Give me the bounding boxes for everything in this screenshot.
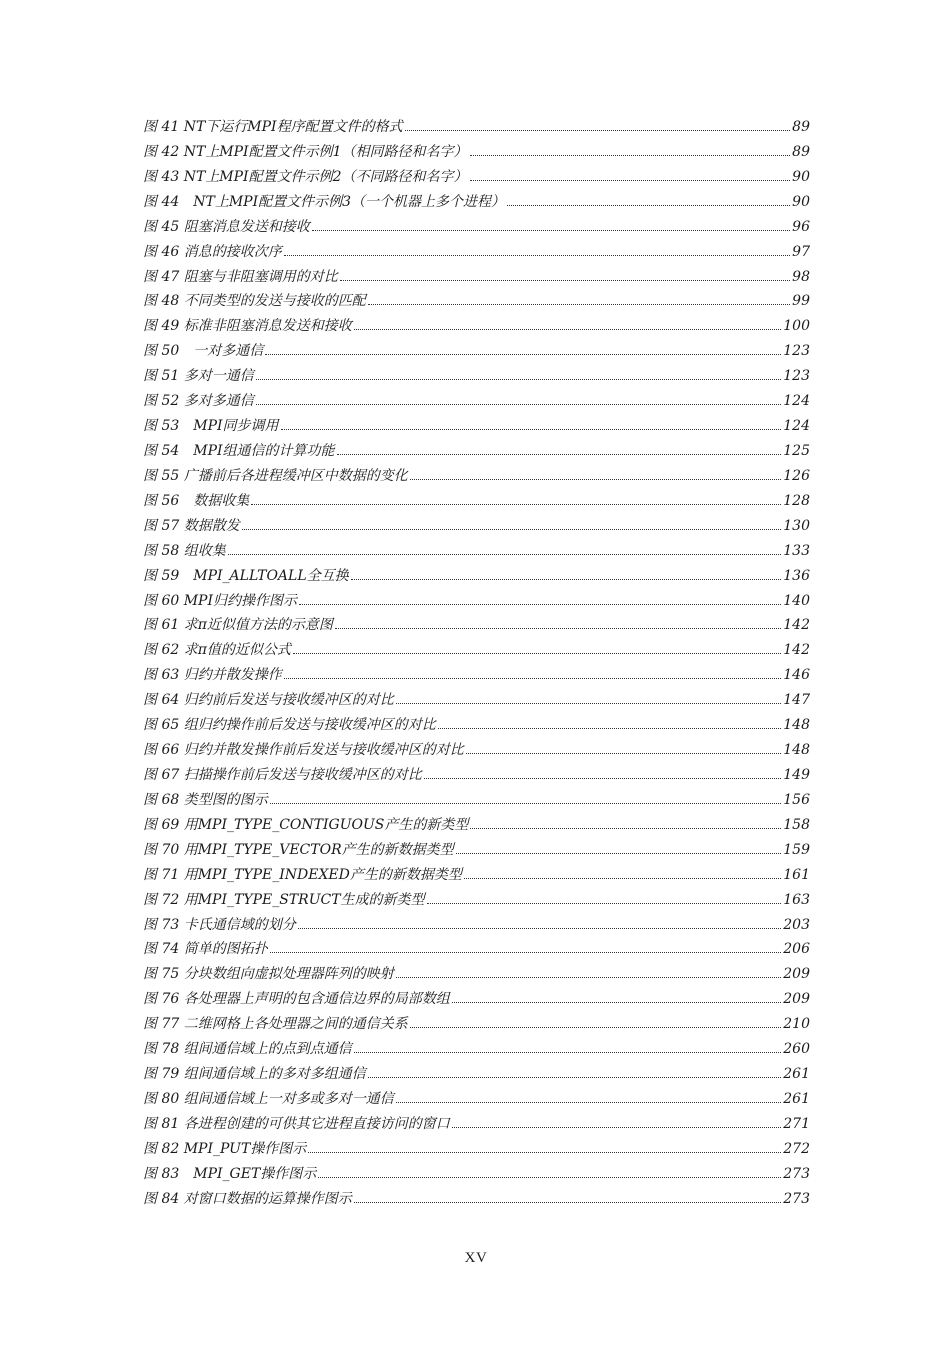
toc-entry-title: 图 76 各处理器上声明的包含通信边界的局部数组 [143, 991, 450, 1008]
toc-dot-leader [256, 404, 782, 405]
toc-dot-leader [284, 678, 782, 679]
toc-entry[interactable] [143, 988, 810, 1013]
toc-entry[interactable] [143, 241, 810, 266]
toc-entry-page: 90 [792, 193, 810, 210]
toc-entry[interactable] [143, 565, 810, 590]
toc-entry-title: 图 78 组间通信域上的点到点通信 [143, 1041, 352, 1058]
toc-dot-leader [228, 554, 782, 555]
toc-entry[interactable] [143, 689, 810, 714]
toc-dot-leader [368, 304, 790, 305]
toc-entry-page: 136 [783, 567, 810, 584]
toc-dot-leader [396, 977, 782, 978]
toc-entry-title: 图 58 组收集 [143, 542, 226, 559]
toc-entry[interactable] [143, 290, 810, 315]
toc-entry[interactable] [143, 739, 810, 764]
toc-dot-leader [270, 803, 782, 804]
toc-dot-leader [470, 155, 791, 156]
toc-entry-page: 124 [783, 393, 810, 410]
toc-entry-title: 图 47 阻塞与非阻塞调用的对比 [143, 268, 338, 285]
toc-entry-title: 图 79 组间通信域上的多对多组通信 [143, 1066, 366, 1083]
toc-dot-leader [410, 1027, 782, 1028]
toc-entry[interactable] [143, 1138, 810, 1163]
toc-entry[interactable] [143, 1088, 810, 1113]
toc-dot-leader [265, 354, 781, 355]
toc-entry-title: 图 48 不同类型的发送与接收的匹配 [143, 293, 366, 310]
toc-entry[interactable] [143, 914, 810, 939]
toc-entry-title: 图 61 求π近似值方法的示意图 [143, 617, 333, 634]
toc-entry-page: 126 [783, 467, 810, 484]
toc-entry-page: 124 [783, 418, 810, 435]
toc-dot-leader [354, 329, 782, 330]
toc-entry[interactable] [143, 1113, 810, 1138]
toc-dot-leader [405, 130, 791, 131]
toc-entry-page: 158 [783, 816, 810, 833]
toc-dot-leader [337, 454, 782, 455]
toc-entry-page: 146 [783, 667, 810, 684]
toc-entry-page: 271 [783, 1115, 810, 1132]
toc-entry-page: 206 [783, 941, 810, 958]
toc-dot-leader [464, 878, 781, 879]
toc-dot-leader [410, 479, 782, 480]
toc-entry-title: 图 62 求π值的近似公式 [143, 642, 291, 659]
toc-entry-page: 98 [792, 268, 810, 285]
toc-entry[interactable] [143, 266, 810, 291]
toc-entry-title: 图 54 MPI组通信的计算功能 [143, 442, 335, 459]
toc-entry[interactable] [143, 540, 810, 565]
toc-entry[interactable] [143, 864, 810, 889]
figure-list [143, 116, 810, 1213]
toc-entry-page: 140 [783, 592, 810, 609]
toc-entry-page: 161 [783, 866, 810, 883]
toc-entry[interactable] [143, 390, 810, 415]
toc-entry-title: 图 42 NT上MPI配置文件示例1（相同路径和名字） [143, 143, 468, 160]
toc-entry-title: 图 68 类型图的图示 [143, 791, 268, 808]
toc-entry-page: 148 [783, 717, 810, 734]
toc-dot-leader [308, 1152, 781, 1153]
toc-entry-page: 133 [783, 542, 810, 559]
toc-entry-page: 100 [783, 318, 810, 335]
toc-entry-page: 163 [783, 891, 810, 908]
toc-entry-page: 123 [783, 368, 810, 385]
toc-entry-title: 图 64 归约前后发送与接收缓冲区的对比 [143, 692, 394, 709]
toc-entry-title: 图 84 对窗口数据的运算操作图示 [143, 1190, 352, 1207]
toc-dot-leader [299, 604, 781, 605]
toc-entry-title: 图 44 NT上MPI配置文件示例3（一个机器上多个进程） [143, 193, 506, 210]
toc-entry-title: 图 71 用MPI_TYPE_INDEXED产生的新数据类型 [143, 866, 462, 883]
toc-entry[interactable] [143, 141, 810, 166]
toc-entry-title: 图 77 二维网格上各处理器之间的通信关系 [143, 1016, 408, 1033]
toc-entry-title: 图 49 标准非阻塞消息发送和接收 [143, 318, 352, 335]
toc-dot-leader [396, 703, 782, 704]
toc-entry[interactable] [143, 490, 810, 515]
toc-dot-leader [281, 429, 782, 430]
toc-entry[interactable] [143, 614, 810, 639]
toc-dot-leader [354, 1202, 782, 1203]
toc-entry[interactable] [143, 938, 810, 963]
toc-dot-leader [340, 280, 790, 281]
toc-entry-page: 261 [783, 1090, 810, 1107]
toc-dot-leader [284, 255, 790, 256]
toc-entry[interactable] [143, 1063, 810, 1088]
toc-entry[interactable] [143, 963, 810, 988]
toc-entry-title: 图 41 NT下运行MPI程序配置文件的格式 [143, 119, 403, 135]
toc-entry-title: 图 56 数据收集 [143, 492, 250, 509]
toc-entry-page: 209 [783, 966, 810, 983]
toc-entry-title: 图 82 MPI_PUT操作图示 [143, 1140, 307, 1157]
toc-entry-page: 261 [783, 1066, 810, 1083]
toc-entry-page: 147 [783, 692, 810, 709]
toc-entry-page: 272 [783, 1140, 810, 1157]
toc-entry-page: 142 [783, 642, 810, 659]
toc-entry-page: 159 [783, 841, 810, 858]
toc-entry[interactable] [143, 415, 810, 440]
toc-dot-leader [466, 753, 782, 754]
toc-dot-leader [312, 230, 790, 231]
toc-entry-page: 96 [792, 218, 810, 235]
toc-entry[interactable] [143, 315, 810, 340]
toc-entry[interactable] [143, 839, 810, 864]
toc-dot-leader [427, 903, 782, 904]
toc-dot-leader [242, 529, 782, 530]
toc-dot-leader [351, 579, 782, 580]
toc-entry-page: 123 [783, 343, 810, 360]
toc-entry-title: 图 73 卡氏通信域的划分 [143, 916, 296, 933]
toc-entry-title: 图 46 消息的接收次序 [143, 243, 282, 260]
toc-entry-page: 156 [783, 791, 810, 808]
toc-entry[interactable] [143, 340, 810, 365]
toc-entry-page: 273 [783, 1165, 810, 1182]
toc-entry[interactable] [143, 216, 810, 241]
toc-entry-title: 图 51 多对一通信 [143, 368, 254, 385]
toc-entry-page: 273 [783, 1190, 810, 1207]
toc-dot-leader [456, 853, 782, 854]
toc-dot-leader [438, 728, 782, 729]
toc-entry[interactable] [143, 515, 810, 540]
toc-dot-leader [318, 1177, 781, 1178]
toc-entry-page: 203 [783, 916, 810, 933]
toc-entry-title: 图 53 MPI同步调用 [143, 418, 279, 435]
toc-dot-leader [452, 1002, 782, 1003]
toc-entry[interactable] [143, 714, 810, 739]
toc-dot-leader [470, 180, 791, 181]
toc-entry[interactable] [143, 116, 810, 141]
toc-entry[interactable] [143, 639, 810, 664]
toc-dot-leader [256, 379, 782, 380]
toc-entry-title: 图 67 扫描操作前后发送与接收缓冲区的对比 [143, 766, 422, 783]
toc-entry-title: 图 75 分块数组向虚拟处理器阵列的映射 [143, 966, 394, 983]
toc-dot-leader [251, 504, 781, 505]
toc-entry-title: 图 72 用MPI_TYPE_STRUCT生成的新类型 [143, 891, 425, 908]
toc-entry-page: 149 [783, 766, 810, 783]
toc-entry-title: 图 50 一对多通信 [143, 343, 264, 360]
toc-entry-page: 90 [792, 168, 810, 185]
toc-dot-leader [424, 778, 782, 779]
toc-entry[interactable] [143, 789, 810, 814]
toc-entry-title: 图 45 阻塞消息发送和接收 [143, 218, 310, 235]
toc-entry[interactable] [143, 166, 810, 191]
toc-entry[interactable] [143, 590, 810, 615]
toc-entry[interactable] [143, 814, 810, 839]
toc-entry-title: 图 63 归约并散发操作 [143, 667, 282, 684]
toc-entry-title: 图 43 NT上MPI配置文件示例2（不同路径和名字） [143, 168, 468, 185]
toc-entry-page: 209 [783, 991, 810, 1008]
toc-entry-title: 图 57 数据散发 [143, 517, 240, 534]
toc-entry-page: 128 [783, 492, 810, 509]
toc-entry-page: 97 [792, 243, 810, 260]
toc-entry[interactable] [143, 365, 810, 390]
toc-entry-title: 图 83 MPI_GET操作图示 [143, 1165, 317, 1182]
toc-entry[interactable] [143, 465, 810, 490]
toc-entry-page: 89 [792, 119, 810, 135]
toc-entry-title: 图 66 归约并散发操作前后发送与接收缓冲区的对比 [143, 742, 464, 759]
toc-entry-title: 图 52 多对多通信 [143, 393, 254, 410]
toc-entry-page: 89 [792, 143, 810, 160]
toc-entry[interactable] [143, 664, 810, 689]
toc-entry-page: 99 [792, 293, 810, 310]
toc-entry-title: 图 59 MPI_ALLTOALL全互换 [143, 567, 349, 584]
toc-dot-leader [396, 1102, 782, 1103]
toc-entry-title: 图 69 用MPI_TYPE_CONTIGUOUS产生的新类型 [143, 816, 469, 833]
toc-entry-title: 图 65 组归约操作前后发送与接收缓冲区的对比 [143, 717, 436, 734]
toc-entry[interactable] [143, 1188, 810, 1213]
toc-dot-leader [354, 1052, 782, 1053]
toc-entry[interactable] [143, 191, 810, 216]
toc-dot-leader [270, 952, 782, 953]
toc-dot-leader [335, 628, 781, 629]
toc-entry[interactable] [143, 1013, 810, 1038]
toc-entry[interactable] [143, 1038, 810, 1063]
toc-entry[interactable] [143, 764, 810, 789]
toc-entry-page: 130 [783, 517, 810, 534]
toc-dot-leader [293, 653, 781, 654]
toc-entry-title: 图 55 广播前后各进程缓冲区中数据的变化 [143, 467, 408, 484]
toc-entry-title: 图 81 各进程创建的可供其它进程直接访问的窗口 [143, 1115, 450, 1132]
toc-entry-title: 图 80 组间通信域上一对多或多对一通信 [143, 1090, 394, 1107]
toc-dot-leader [507, 205, 790, 206]
toc-dot-leader [452, 1127, 782, 1128]
toc-entry-page: 148 [783, 742, 810, 759]
toc-entry-page: 142 [783, 617, 810, 634]
toc-entry-title: 图 60 MPI归约操作图示 [143, 592, 297, 609]
toc-entry[interactable] [143, 1163, 810, 1188]
toc-entry-page: 210 [783, 1016, 810, 1033]
toc-entry-page: 125 [783, 442, 810, 459]
page-number: XV [464, 1250, 488, 1266]
toc-entry-title: 图 74 简单的图拓扑 [143, 941, 268, 958]
toc-entry[interactable] [143, 889, 810, 914]
toc-entry-title: 图 70 用MPI_TYPE_VECTOR产生的新数据类型 [143, 841, 454, 858]
toc-dot-leader [470, 828, 781, 829]
toc-entry[interactable] [143, 440, 810, 465]
toc-dot-leader [368, 1077, 782, 1078]
toc-entry-page: 260 [783, 1041, 810, 1058]
toc-dot-leader [298, 928, 782, 929]
